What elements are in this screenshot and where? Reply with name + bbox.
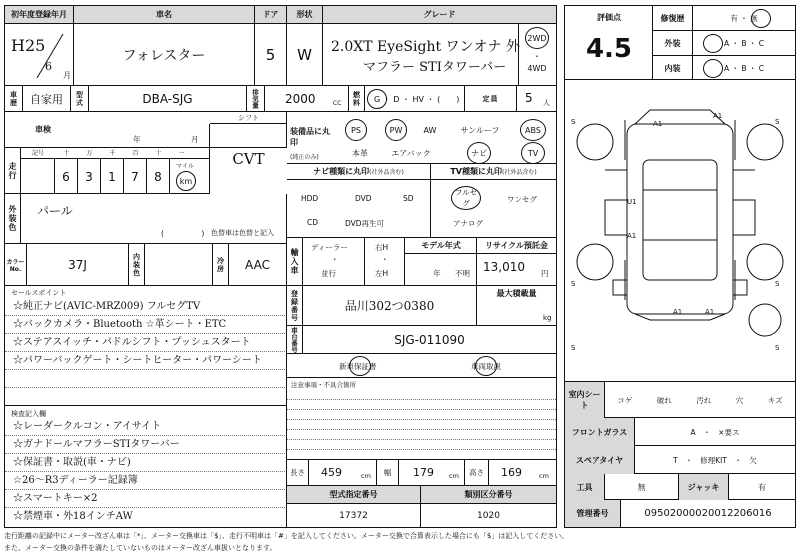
color-label: 外装色 [5,194,21,244]
equipment-cell [287,112,556,164]
model-code: DBA-SJG [89,86,247,112]
sales-line: ☆ステアスイッチ・パドルシフト・プッシュスタート [5,334,285,352]
import-label: 輸入車 [287,238,303,286]
tv-label: TV種類に丸印 [450,167,502,176]
digit-label: 万 [86,150,93,157]
height-unit: cm [539,472,549,480]
notes-lines [287,390,556,460]
interior-options: A ・ B ・ C [723,63,765,73]
fuel-label: 燃料 [349,86,365,112]
equip-airbag: エアバック [391,148,431,158]
width-cell [399,460,465,485]
registration-label: 登録番号 [287,286,303,326]
navi-label: ナビ種類に丸印 [313,167,370,176]
sales-line [5,388,285,406]
car-name-header: 車名 [74,6,255,24]
windshield-row [565,418,795,446]
recycle-yen: 円 [541,269,549,278]
grade-header: グレード [323,6,556,24]
displacement-cell [265,86,349,112]
import-dealer [303,238,365,286]
registration-value: 品川302つ0380 [303,286,477,326]
sales-points-label: セールスポイント [11,289,67,297]
checklist [5,406,287,527]
door-count: 5 [255,24,287,86]
steering-cell [365,238,405,286]
digit-cell: 3 [78,159,101,194]
damage-mark: U1 [627,198,637,206]
type-no-value: 17372 [287,504,421,527]
digit-cell: 6 [55,159,78,194]
width-label: 幅 [377,460,399,485]
jack-value: 有 [758,482,766,492]
chassis-label: 車台番号 [287,326,303,354]
digit-cell: 1 [101,159,124,194]
left-hand: 左H [375,269,389,278]
shape-header: 形状 [287,6,323,24]
mgmt-value: 09502000020012206016 [644,508,772,519]
displacement-value: 2000 [285,92,316,106]
km-circled: km [176,171,196,191]
inspection-label: 車検 [35,125,51,134]
score-label: 評価点 [597,13,621,22]
navi-dvd: DVD [355,194,372,203]
digit-label: 十 [155,150,162,157]
tv-options [431,180,556,238]
height-cell [489,460,556,485]
exterior-label: 外装 [653,31,693,56]
damage-mark: A1 [713,112,723,120]
width-value: 179 [413,466,434,479]
damage-mark: A1 [627,232,637,240]
exterior-options: A ・ B ・ C [693,31,795,56]
width-unit: cm [449,472,459,480]
navi-hdd: HDD [301,194,319,203]
sheet-item: 破れ [656,395,672,405]
interior-color-label: 内装色 [129,244,145,286]
length-value: 459 [321,466,342,479]
navi-note: (社外品含む) [369,169,404,176]
damage-mark: A1 [653,120,663,128]
jack-label: ジャッキ [679,474,729,500]
navi-cd: CD [307,218,319,227]
max-load-unit: kg [543,314,552,322]
spare-label: スペアタイヤ [565,446,635,474]
drive-2wd: 2WD [525,27,549,49]
month-unit: 月 [63,71,71,80]
tv-label-row [431,164,556,180]
s-mark: S [571,344,576,352]
door-header: ドア [255,6,287,24]
checklist-line: ☆保証書・取説(車・ナビ) [5,454,285,472]
dealer-label: ディーラー [311,243,348,252]
equipment-label: 装備品に丸印 [290,127,330,147]
equip-leather: 本革 [352,148,368,158]
interior-color-value [145,244,213,286]
s-mark: S [571,118,576,126]
height-value: 169 [501,466,522,479]
steering-dot: ・ [381,255,389,264]
checklist-label: 検査記入欄 [11,410,46,418]
equip-pw: PW [385,119,407,141]
management-row [565,500,795,527]
notes-line [287,420,556,430]
sales-line: ☆パワーバックゲート・シートヒーター・パワーシート [5,352,285,370]
equip-abs: ABS [520,119,546,141]
inspection-month: 月 [191,135,199,144]
drive-4wd: 4WD [527,64,547,73]
equipment-sublabel: (純正のみ) [290,154,319,161]
color-note: 色替車は色替と記入 [211,229,274,237]
fuel-options: G ・ D ・ HV ・ ( ) [374,95,460,104]
windshield-label: フロントガラス [565,418,635,446]
ac-label: 冷房 [213,244,229,286]
repair-selected-circle [751,9,771,28]
parallel-label: 並行 [321,269,336,278]
s-mark: S [775,118,780,126]
s-mark: S [775,344,780,352]
unit-cell [170,159,209,194]
mile-label: マイル [176,163,194,170]
interior-sheet-row [565,382,795,418]
sheet-item: 穴 [735,395,744,405]
type-number-row [287,486,556,527]
era-year: H25 [11,36,46,55]
color-value: パール [37,204,73,218]
damage-diagram [565,80,795,382]
shift-value: CVT [209,124,287,194]
color-no-value: 37J [27,244,129,286]
score-cell [565,6,653,80]
mgmt-label: 管理番号 [565,500,621,527]
capacity-cell [517,86,556,112]
navi-tv-cell [287,164,556,238]
digit-label: 千 [109,150,116,157]
height-label: 高さ [465,460,489,485]
displacement-label: 排気量 [247,86,265,112]
cc-unit: CC [333,100,342,107]
digit-cell [21,159,55,194]
reg-year-cell [5,24,74,86]
capacity-label: 定員 [465,86,517,112]
grade-line1: 2.0XT EyeSight ワンオナ 外 [331,39,521,55]
drive-cell [519,24,556,86]
use-value: 自家用 [23,86,71,112]
color-cell [21,194,287,244]
type-no-label: 型式指定番号 [287,486,421,504]
sheet-item: キズ [767,395,783,405]
sales-line: ☆純正ナビ(AVIC-MRZ009) フルセグTV [5,298,285,316]
body-shape: W [287,24,323,86]
equip-sunroof: サンルーフ [460,125,500,135]
equip-ps: PS [345,119,367,141]
model-year-unit: 年 [433,269,441,278]
odometer [21,148,209,194]
capacity-unit: 人 [543,99,550,107]
damage-mark: A1 [705,308,715,316]
navi-sd: SD [403,194,414,203]
inspection-year: 年 [133,135,141,144]
interior-sheet-label: 室内シート [565,382,605,418]
navi-label-row [287,164,431,180]
tv-note: (社外品含む) [501,169,537,176]
notes-line [287,440,556,450]
repair-options: 有 ・ 無 [693,6,795,31]
checklist-line: ☆禁煙車・外18インチAW [13,511,133,522]
mileage-label: 走行 [5,148,21,194]
notes-label: 注意事項・不具合箇所 [291,381,356,389]
digit-label: 十 [63,150,70,157]
capacity-value: 5 [525,91,533,105]
navi-dvd-play: DVD再生可 [345,219,385,228]
size-row [287,460,556,486]
windshield-value: A ・ ×要ス [690,427,740,437]
condition-cell [653,6,795,80]
tools-value: 無 [605,474,679,500]
digit-headers [21,148,209,158]
checklist-line: ☆26〜R3ディーラー記録簿 [5,472,285,490]
grade-line2: マフラー STIタワーバー [363,60,507,75]
length-label: 長さ [287,460,309,485]
sales-points [5,286,287,406]
recycle-label: リサイクル預託金 [477,238,556,254]
digit-cell: 8 [147,159,170,194]
color-no-label: カラーNo. [5,244,27,286]
notes-line [287,400,556,410]
interior-label: 内装 [653,56,693,80]
chassis-value: SJG-011090 [303,326,556,354]
model-year-unknown: 不明 [455,269,470,278]
checklist-line: ☆スマートキー×2 [5,490,285,508]
warranty-row [287,354,556,378]
exterior-selected-circle [703,34,723,53]
checklist-line: ☆レーダークルコン・アイサイト [5,418,285,436]
interior-selected-circle [703,59,723,78]
class-no-label: 類別区分番号 [421,486,556,504]
right-hand: 右H [375,243,389,252]
navi-options [287,180,431,238]
digit-cell: 7 [124,159,147,194]
sheet-item: コゲ [617,395,633,405]
use-label: 車歴 [5,86,23,112]
model-label: 型式 [71,86,89,112]
new-car-warranty: 新車保証書 [339,362,377,371]
digit-row [21,158,209,194]
notes-line [287,430,556,440]
tools-label: 工具 [565,474,605,500]
spare-tire-row [565,446,795,474]
color-paren: ( ) [161,229,205,238]
tv-fullseg: フルセグ [451,186,481,210]
recycle-value: 13,010 [483,260,525,274]
fuel-cell [365,86,465,112]
car-name: フォレスター [74,24,255,86]
notes-line [287,390,556,400]
drive-separator: ・ [533,52,541,61]
equip-navi: ナビ [467,142,491,164]
spare-value: T ・ 修理KIT ・ 欠 [673,455,757,465]
car-diagram-icon [565,80,795,382]
max-load-label: 最大積載量 [496,289,537,298]
equip-tv: TV [521,142,545,164]
checklist-line: ☆ガナドールマフラーSTIタワーバー [5,436,285,454]
max-load-cell [477,286,556,326]
s-mark: S [571,280,576,288]
class-no-value: 1020 [477,510,500,521]
score-value: 4.5 [585,34,633,64]
equip-aw: AW [423,125,437,135]
digit-label: 一 [178,150,185,157]
s-mark: S [775,280,780,288]
digit-label: 記号 [31,150,44,157]
damage-mark: A1 [673,308,683,316]
model-year-label: モデル年式 [405,238,477,254]
tv-oneseg: ワンセグ [507,195,537,204]
length-cell [309,460,377,485]
vehicle-manual: 車両取説 [471,362,501,371]
footer-line2: また、メーター交換の条件を満たしていないものはメーター改ざん車扱いとなります。 [4,544,277,552]
tools-row [565,474,795,500]
digit-label: 百 [132,150,139,157]
repair-label: 修復歴 [653,6,693,31]
grade-cell [323,24,519,86]
tv-analog: アナログ [453,219,483,228]
footer-line1: 走行距離の記録中にメーター改ざん車は「*」、メーター交換車は「$」、走行不明車は「#」を記入してください。メーター交換で合算表示した場合にも「$」は記入してください。 [4,532,569,540]
notes-line [287,410,556,420]
dealer-dot: ・ [331,255,339,264]
notes-line [287,450,556,460]
length-unit: cm [361,472,371,480]
model-year-cell [405,238,477,286]
shift-label: シフト [210,112,287,124]
ac-value: AAC [229,244,287,286]
sheet-item: 汚れ [696,395,712,405]
recycle-cell [477,238,556,286]
checklist-lines [5,418,285,526]
notes [287,378,556,460]
interior-sheet-items [605,382,795,418]
sales-line: ☆バックカメラ・Bluetooth ☆革シート・ETC [5,316,285,334]
reg-month: 6 [45,60,52,73]
reg-year-header: 初年度登録年月 [5,6,74,24]
sales-line [5,370,285,388]
sales-lines [5,298,285,406]
